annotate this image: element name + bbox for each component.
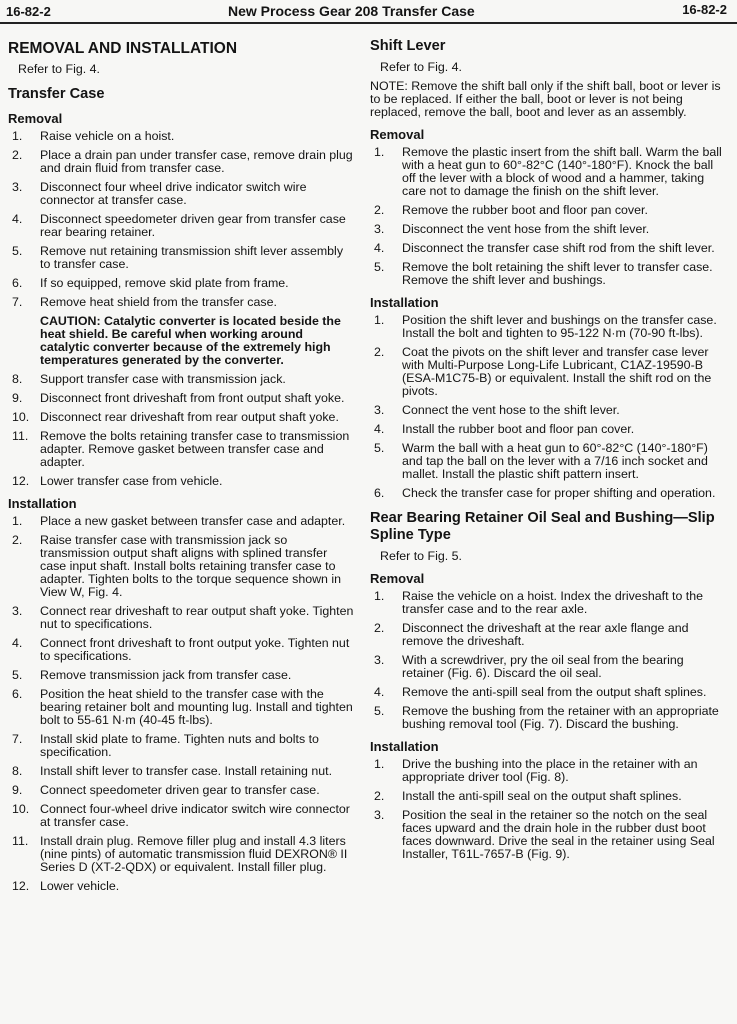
step-text: Drive the bushing into the place in the retainer with an appropriate driver tool (Fig. 8). [402,757,698,784]
step-text: Remove the bolts retaining transfer case to transmission adapter. Remove gasket between transfer case and adapter. [40,429,350,469]
step-number: 2. [374,345,385,359]
step-item [8,245,356,271]
step-text: Connect front driveshaft to front output yoke. Tighten nut to specifications. [40,636,350,663]
step-item [370,758,722,784]
left-column [8,40,356,899]
step-number: 8. [12,764,23,778]
section-heading: REMOVAL AND INSTALLATION [8,40,238,57]
step-text: Position the seal in the retainer so the notch on the seal faces upward and the drain hole in the rubber dust boot faces downward. Drive the seal in the retainer using Seal Installer, T61L-7657-B (Fig. 9). [402,808,715,861]
step-item [370,242,722,255]
step-item [8,430,356,469]
step-number: 4. [374,422,385,436]
step-item [8,835,356,874]
step-number: 1. [12,514,23,528]
step-text: Support transfer case with transmission jack. [40,372,286,386]
step-item [370,654,722,680]
step-number: 10. [12,802,30,816]
step-number: 1. [374,145,385,159]
step-text: Disconnect the vent hose from the shift lever. [402,222,650,236]
step-text: Install skid plate to frame. Tighten nuts and bolts to specification. [40,732,319,759]
step-number: 1. [374,313,385,327]
step-number: 12. [12,879,30,893]
installation-steps [8,515,356,893]
figure-reference: Refer to Fig. 4. [18,62,100,76]
step-text: Lower transfer case from vehicle. [40,474,223,488]
figure-reference: Refer to Fig. 5. [380,549,462,563]
step-number: 4. [374,685,385,699]
step-item [370,442,722,481]
step-item [8,149,356,175]
step-text: Place a new gasket between transfer case and adapter. [40,514,346,528]
step-text: Install the anti-spill seal on the output shaft splines. [402,789,682,803]
step-text: Warm the ball with a heat gun to 60°-82°C (140°-180°F) and tap the ball on the lever with a 7/16 inch socket and mallet. Install the plastic shift pattern insert. [402,441,708,481]
shift-lever-removal-steps [370,146,722,287]
step-number: 5. [374,260,385,274]
step-item [370,705,722,731]
installation-heading: Installation [370,295,439,310]
page-title: New Process Gear 208 Transfer Case [228,3,475,19]
step-text: Remove nut retaining transmission shift lever assembly to transfer case. [40,244,344,271]
step-text: If so equipped, remove skid plate from frame. [40,276,289,290]
step-text: Disconnect four wheel drive indicator switch wire connector at transfer case. [40,180,307,207]
step-item [370,790,722,803]
step-number: 2. [374,621,385,635]
step-number: 2. [374,789,385,803]
step-text: Remove the bolt retaining the shift lever to transfer case. Remove the shift lever and bushings. [402,260,713,287]
step-number: 1. [12,129,23,143]
page-number-right: 16-82-2 [682,2,727,17]
removal-heading: Removal [370,571,425,586]
step-item [370,622,722,648]
installation-heading: Installation [8,496,77,511]
step-number: 5. [374,704,385,718]
step-text: Lower vehicle. [40,879,120,893]
shift-lever-installation-steps [370,314,722,500]
seal-removal-steps [370,590,722,731]
step-item [8,130,356,143]
step-text: Install shift lever to transfer case. Install retaining nut. [40,764,333,778]
step-number: 3. [374,653,385,667]
step-text: Connect four-wheel drive indicator switch wire connector at transfer case. [40,802,350,829]
step-item [8,688,356,727]
page-number-left: 16-82-2 [6,4,51,19]
step-number: 2. [12,148,23,162]
step-text: Place a drain pan under transfer case, remove drain plug and drain fluid from transfer case. [40,148,353,175]
step-text: Position the shift lever and bushings on the transfer case. Install the bolt and tighten to 95-122 N·m (70-90 ft-lbs). [402,313,717,340]
step-text: Remove the bushing from the retainer with an appropriate bushing removal tool (Fig. 7). Discard the bushing. [402,704,719,731]
step-number: 5. [12,668,23,682]
step-text: Disconnect speedometer driven gear from transfer case rear bearing retainer. [40,212,346,239]
step-text: Raise transfer case with transmission jack so transmission output shaft aligns with splined transfer case input shaft. Install bolts retaining transfer case to adapter. Tighten bolts to the torque sequence shown in View W, Fig. 4. [40,533,342,599]
step-item [8,392,356,405]
step-item [8,411,356,424]
step-text: Disconnect front driveshaft from front output shaft yoke. [40,391,345,405]
installation-heading: Installation [370,739,439,754]
step-text: Connect speedometer driven gear to transfer case. [40,783,320,797]
note: NOTE: Remove the shift ball only if the shift ball, boot or lever is to be replaced. If either the ball, boot or lever is not being replaced, remove the ball, boot and lever as an assembly. [370,79,721,119]
step-item [370,146,722,198]
figure-reference: Refer to Fig. 4. [380,60,462,74]
step-number: 2. [374,203,385,217]
seal-section-heading: Rear Bearing Retainer Oil Seal and Bushing—Slip Spline Type [370,510,715,543]
step-text: Install drain plug. Remove filler plug and install 4.3 liters (nine pints) of automatic transmission fluid DEXRON® II Series D (XT-2-QDX) or equivalent. Install filler plug. [40,834,348,874]
step-number: 3. [12,604,23,618]
page-header [0,0,737,24]
step-number: 12. [12,474,30,488]
step-item [8,296,356,309]
step-number: 3. [374,808,385,822]
step-item [370,809,722,861]
step-number: 8. [12,372,23,386]
step-text: Position the heat shield to the transfer case with the bearing retainer bolt and mounting lug. Install and tighten bolt to 55-61 N·m (40-45 ft-lbs). [40,687,353,727]
step-item [370,686,722,699]
step-text: Check the transfer case for proper shifting and operation. [402,486,716,500]
step-text: Remove the anti-spill seal from the output shaft splines. [402,685,707,699]
step-text: Remove the rubber boot and floor pan cover. [402,203,648,217]
step-item [8,605,356,631]
step-number: 9. [12,391,23,405]
step-number: 7. [12,732,23,746]
step-number: 3. [374,403,385,417]
step-text: Install the rubber boot and floor pan cover. [402,422,635,436]
step-text: Disconnect the transfer case shift rod from the shift lever. [402,241,715,255]
step-text: Coat the pivots on the shift lever and transfer case lever with Multi-Purpose Long-Life Lubricant, C1AZ-19590-B (ESA-M1C75-B) or equivalent. Install the shift rod on the pivots. [402,345,712,398]
removal-steps-continued [8,373,356,488]
step-text: Disconnect rear driveshaft from rear output shaft yoke. [40,410,339,424]
step-number: 4. [12,636,23,650]
seal-installation-steps [370,758,722,861]
right-column [370,40,722,867]
step-item [8,880,356,893]
removal-heading: Removal [370,127,425,142]
step-text: With a screwdriver, pry the oil seal from the bearing retainer (Fig. 6). Discard the oil seal. [402,653,684,680]
removal-heading: Removal [8,111,63,126]
step-number: 6. [374,486,385,500]
step-item [8,765,356,778]
step-text: Raise vehicle on a hoist. [40,129,175,143]
step-number: 11. [12,834,29,848]
step-item [8,475,356,488]
step-number: 9. [12,783,23,797]
step-number: 4. [12,212,23,226]
step-item [370,204,722,217]
step-item [370,314,722,340]
caution-note: CAUTION: Catalytic converter is located beside the heat shield. Be careful when working around catalytic converter because of the extremely high temperatures generated by the converter. [40,314,341,367]
step-item [370,404,722,417]
step-item [8,784,356,797]
step-item [370,487,722,500]
step-item [8,373,356,386]
step-number: 5. [12,244,23,258]
step-number: 1. [374,589,385,603]
step-number: 4. [374,241,385,255]
step-item [8,534,356,599]
step-item [8,213,356,239]
step-number: 7. [12,295,23,309]
step-text: Remove transmission jack from transfer case. [40,668,292,682]
step-number: 3. [374,222,385,236]
step-item [370,261,722,287]
removal-steps [8,130,356,309]
step-item [370,223,722,236]
step-item [370,346,722,398]
step-item [8,181,356,207]
step-number: 5. [374,441,385,455]
step-text: Remove heat shield from the transfer case. [40,295,277,309]
step-item [370,590,722,616]
step-item [8,515,356,528]
step-number: 1. [374,757,385,771]
step-item [8,277,356,290]
step-item [8,803,356,829]
step-item [8,637,356,663]
shift-lever-heading: Shift Lever [370,38,446,54]
step-item [8,733,356,759]
step-number: 6. [12,687,23,701]
step-item [370,423,722,436]
step-text: Connect the vent hose to the shift lever. [402,403,620,417]
step-text: Connect rear driveshaft to rear output shaft yoke. Tighten nut to specifications. [40,604,354,631]
step-item [8,669,356,682]
subsection-heading: Transfer Case [8,86,105,102]
step-number: 3. [12,180,23,194]
step-text: Disconnect the driveshaft at the rear axle flange and remove the driveshaft. [402,621,689,648]
step-text: Raise the vehicle on a hoist. Index the driveshaft to the transfer case and to the rear axle. [402,589,703,616]
step-text: Remove the plastic insert from the shift ball. Warm the ball with a heat gun to 60°-82°C (140°-180°F). Knock the ball off the lever with a block of wood and a hammer, taking care not to damage the finish on the shift lever. [402,145,722,198]
step-number: 6. [12,276,23,290]
step-number: 2. [12,533,23,547]
step-number: 10. [12,410,30,424]
step-number: 11. [12,429,29,443]
